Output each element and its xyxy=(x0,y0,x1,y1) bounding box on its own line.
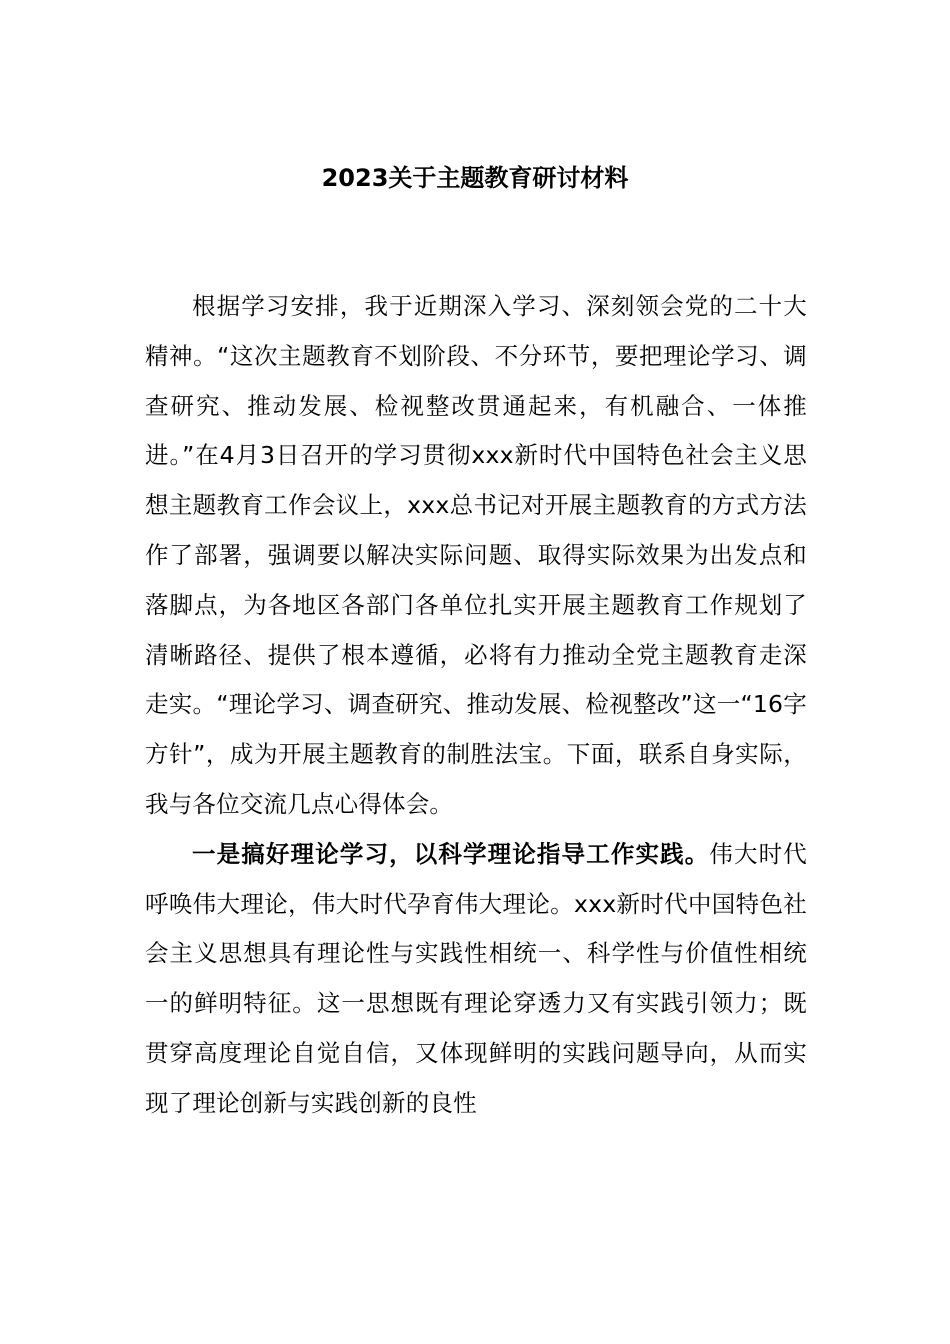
paragraph-point-one-lead: 一是搞好理论学习，以科学理论指导工作实践。 xyxy=(192,839,710,868)
paragraph-point-one xyxy=(145,830,807,1129)
document-body xyxy=(145,282,807,1129)
paragraph-intro-text: 根据学习安排，我于近期深入学习、深刻领会党的二十大精神。“这次主题教育不划阶段、不分环节，要把理论学习、调查研究、推动发展、检视整改贯通起来，有机融合、一体推进。”在4月3日召开的学习贯彻xxx新时代中国特色社会主义思想主题教育工作会议上，xxx总书记对开展主题教育的方式方法作了部署，强调要以解决实际问题、取得实际效果为出发点和落脚点，为各地区各部门各单位扎实开展主题教育工作规划了清晰路径、提供了根本遵循，必将有力推动全党主题教育走深走实。“理论学习、调查研究、推动发展、检视整改”这一“16字方针”，成为开展主题教育的制胜法宝。下面，联系自身实际，我与各位交流几点心得体会。 xyxy=(145,292,807,818)
paragraph-point-one-text: 伟大时代呼唤伟大理论，伟大时代孕育伟大理论。xxx新时代中国特色社会主义思想具有理论性与实践性相统一、科学性与价值性相统一的鲜明特征。这一思想既有理论穿透力又有实践引领力；既贯穿高度理论自觉自信，又体现鲜明的实践问题导向，从而实现了理论创新与实践创新的良性 xyxy=(145,839,807,1117)
paragraph-intro xyxy=(145,282,807,830)
document-title: 2023关于主题教育研讨材料 xyxy=(321,164,629,192)
